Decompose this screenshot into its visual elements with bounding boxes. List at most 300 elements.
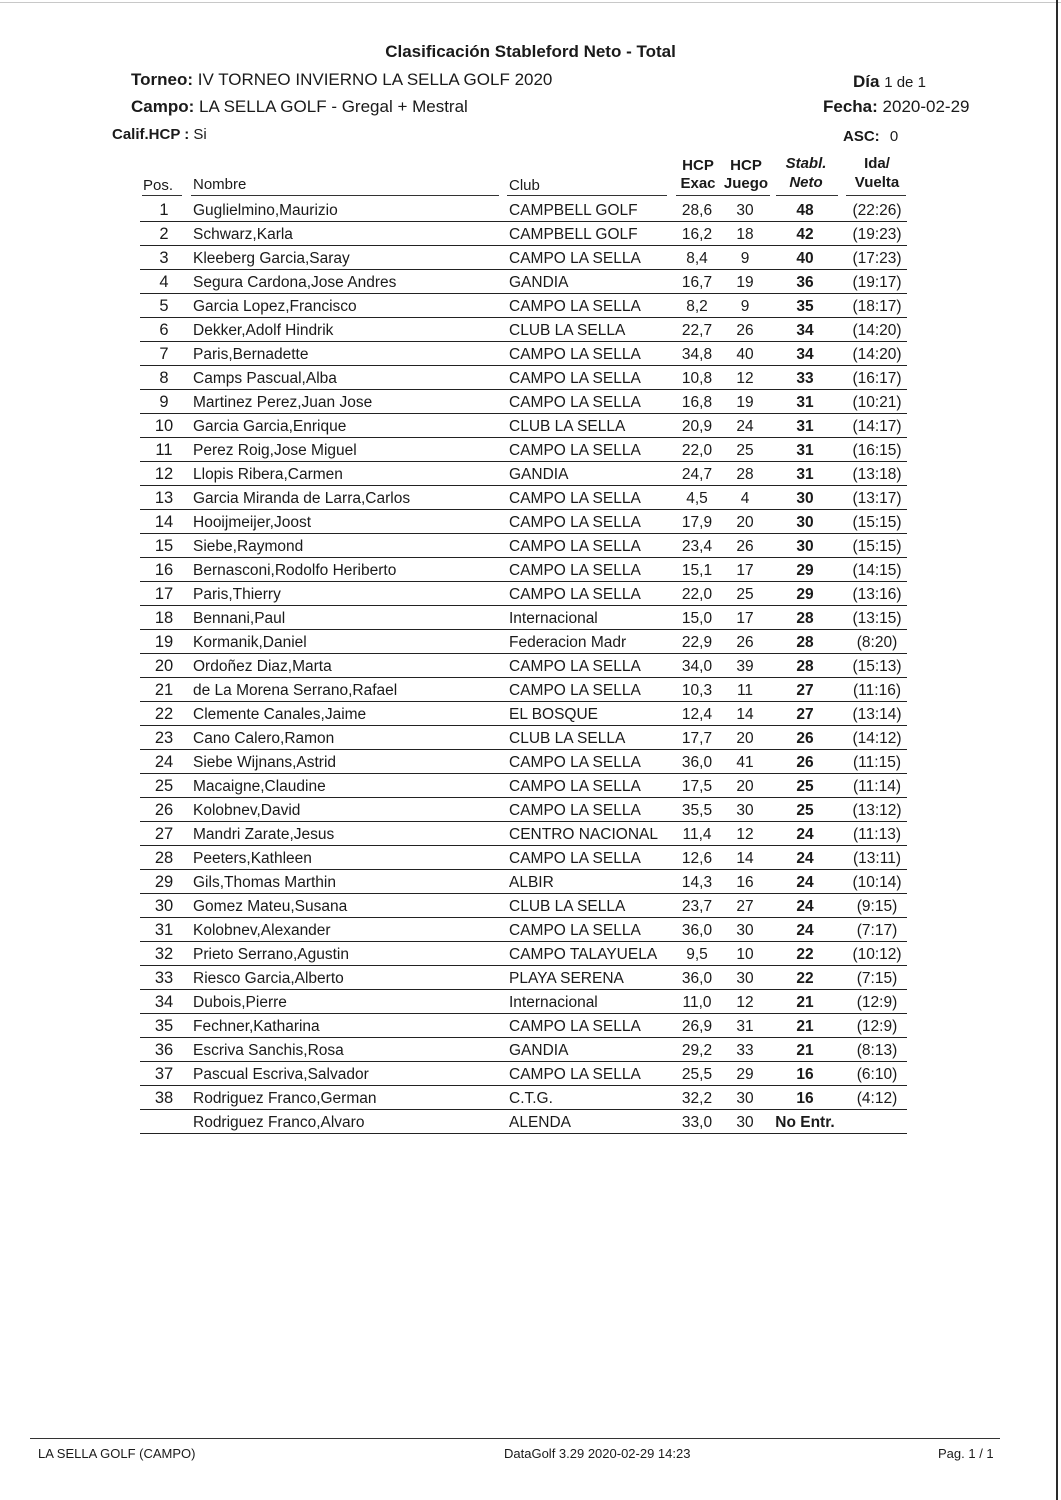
row-ida-vuelta: (18:17) <box>852 298 902 315</box>
footer-right: Pag. 1 / 1 <box>938 1446 994 1461</box>
row-hcp-exac: 15,0 <box>681 610 713 627</box>
row-name: Kleeberg Garcia,Saray <box>193 250 350 267</box>
row-pos: 4 <box>159 273 169 291</box>
row-stabl-neto: 42 <box>796 226 814 243</box>
row-stabl-neto: 40 <box>796 250 814 267</box>
col-ida-header-1: Ida/ <box>864 155 890 172</box>
row-name: Hooijmeijer,Joost <box>193 514 312 531</box>
row-name: Kolobnev,David <box>193 802 301 819</box>
row-hcp-juego: 16 <box>736 874 754 891</box>
row-hcp-juego: 4 <box>740 490 750 507</box>
table-row <box>140 1014 907 1038</box>
row-hcp-exac: 17,5 <box>681 778 713 795</box>
row-ida-vuelta: (12:9) <box>856 994 898 1011</box>
results-table <box>140 198 907 1134</box>
campo-label: Campo: <box>131 97 195 116</box>
row-stabl-neto: 28 <box>796 610 814 627</box>
row-stabl-neto: 34 <box>796 322 814 339</box>
row-pos: 32 <box>154 945 174 963</box>
page-right-edge <box>1056 0 1058 1500</box>
col-hcp-exac-header-1: HCP <box>682 157 714 174</box>
row-stabl-neto: 48 <box>796 202 814 219</box>
row-pos: 10 <box>154 417 174 435</box>
row-pos: 18 <box>154 609 174 627</box>
row-hcp-juego: 26 <box>736 538 754 555</box>
table-row <box>140 414 907 438</box>
row-hcp-exac: 34,8 <box>681 346 713 363</box>
row-ida-vuelta: (13:18) <box>852 466 902 483</box>
table-row <box>140 1062 907 1086</box>
row-name: Siebe Wijnans,Astrid <box>193 754 337 771</box>
row-hcp-juego: 12 <box>736 994 754 1011</box>
row-pos: 15 <box>154 537 174 555</box>
campo-line <box>131 97 468 117</box>
row-hcp-exac: 12,6 <box>681 850 713 867</box>
table-row <box>140 270 907 294</box>
row-club: PLAYA SERENA <box>509 970 624 987</box>
row-name: Perez Roig,Jose Miguel <box>193 442 357 459</box>
table-row <box>140 486 907 510</box>
row-ida-vuelta: (10:14) <box>852 874 902 891</box>
row-hcp-exac: 11,0 <box>682 994 712 1011</box>
row-hcp-exac: 25,5 <box>681 1066 713 1083</box>
row-name: Gils,Thomas Marthin <box>193 874 336 891</box>
row-name: Ordoñez Diaz,Marta <box>193 658 332 675</box>
col-hcp-exac-header-2: Exac <box>680 175 716 192</box>
row-ida-vuelta: (14:17) <box>852 418 902 435</box>
row-hcp-exac: 23,7 <box>681 898 713 915</box>
row-name: Bennani,Paul <box>193 610 286 627</box>
table-row <box>140 966 907 990</box>
row-stabl-neto: 24 <box>796 898 814 915</box>
row-ida-vuelta: (11:13) <box>853 826 901 843</box>
row-stabl-neto: 34 <box>796 346 814 363</box>
row-pos: 25 <box>154 777 174 795</box>
row-hcp-exac: 23,4 <box>681 538 713 555</box>
row-ida-vuelta: (17:23) <box>852 250 902 267</box>
table-row <box>140 846 907 870</box>
row-stabl-neto: 16 <box>796 1066 814 1083</box>
row-club: CAMPO LA SELLA <box>509 250 641 267</box>
row-club: GANDIA <box>509 1042 569 1059</box>
row-hcp-exac: 14,3 <box>681 874 713 891</box>
row-stabl-neto: 24 <box>796 826 814 843</box>
table-row <box>140 318 907 342</box>
table-row <box>140 1038 907 1062</box>
row-pos: 33 <box>154 969 174 987</box>
row-name: Garcia Lopez,Francisco <box>193 298 357 315</box>
row-club: Federacion Madr <box>509 634 627 651</box>
row-club: ALBIR <box>509 874 554 891</box>
row-club: GANDIA <box>509 466 569 483</box>
row-club: CAMPO LA SELLA <box>509 658 641 675</box>
dia-line <box>853 72 926 92</box>
table-row <box>140 1110 907 1134</box>
table-row <box>140 678 907 702</box>
row-name: Bernasconi,Rodolfo Heriberto <box>193 562 397 579</box>
row-hcp-exac: 22,7 <box>681 322 713 339</box>
row-hcp-juego: 24 <box>736 418 754 435</box>
row-name: Escriva Sanchis,Rosa <box>193 1042 344 1059</box>
row-stabl-neto: 24 <box>796 874 814 891</box>
row-ida-vuelta: (14:20) <box>852 322 902 339</box>
row-pos: 34 <box>154 993 174 1011</box>
row-club: CAMPBELL GOLF <box>509 226 638 243</box>
calif-value: Si <box>193 126 207 143</box>
row-ida-vuelta: (13:16) <box>852 586 902 603</box>
row-stabl-neto: 30 <box>796 490 814 507</box>
row-hcp-exac: 22,0 <box>681 442 713 459</box>
row-pos: 3 <box>159 249 169 267</box>
row-ida-vuelta: (13:14) <box>852 706 902 723</box>
row-name: Riesco Garcia,Alberto <box>193 970 344 987</box>
row-name: Paris,Thierry <box>193 586 281 603</box>
row-stabl-neto: 28 <box>796 634 814 651</box>
row-ida-vuelta: (22:26) <box>852 202 902 219</box>
row-stabl-neto: 29 <box>796 586 814 603</box>
row-hcp-juego: 29 <box>736 1066 754 1083</box>
row-hcp-juego: 9 <box>740 298 750 315</box>
row-hcp-juego: 10 <box>736 946 754 963</box>
row-club: CLUB LA SELLA <box>509 730 626 747</box>
row-stabl-neto: 31 <box>796 418 814 435</box>
row-hcp-exac: 28,6 <box>681 202 713 219</box>
row-club: CAMPO LA SELLA <box>509 802 641 819</box>
row-hcp-juego: 19 <box>736 394 754 411</box>
row-pos: 19 <box>154 633 174 651</box>
row-ida-vuelta: (7:17) <box>856 922 898 939</box>
row-hcp-exac: 20,9 <box>681 418 713 435</box>
row-hcp-exac: 36,0 <box>681 754 713 771</box>
row-ida-vuelta: (14:15) <box>852 562 902 579</box>
row-stabl-neto: 31 <box>796 442 814 459</box>
row-name: Guglielmino,Maurizio <box>193 202 338 219</box>
row-club: CLUB LA SELLA <box>509 322 626 339</box>
table-row <box>140 654 907 678</box>
row-name: Pascual Escriva,Salvador <box>193 1066 369 1083</box>
row-name: Peeters,Kathleen <box>193 850 312 867</box>
row-hcp-juego: 26 <box>736 634 754 651</box>
row-stabl-neto: 25 <box>796 802 814 819</box>
row-club: GANDIA <box>509 274 569 291</box>
row-name: Paris,Bernadette <box>193 346 309 363</box>
row-ida-vuelta: (15:15) <box>852 538 902 555</box>
row-hcp-exac: 16,8 <box>681 394 713 411</box>
row-club: CAMPBELL GOLF <box>509 202 638 219</box>
table-row <box>140 726 907 750</box>
row-ida-vuelta: (11:15) <box>853 754 901 771</box>
row-hcp-exac: 36,0 <box>681 970 713 987</box>
table-row <box>140 1086 907 1110</box>
table-row <box>140 462 907 486</box>
table-row <box>140 534 907 558</box>
row-stabl-neto: 25 <box>796 778 814 795</box>
row-hcp-exac: 4,5 <box>686 490 708 507</box>
row-stabl-neto: 24 <box>796 922 814 939</box>
table-row <box>140 606 907 630</box>
row-club: CAMPO LA SELLA <box>509 778 641 795</box>
dia-value: 1 de 1 <box>884 74 926 91</box>
row-pos: 38 <box>154 1089 174 1107</box>
row-ida-vuelta: (14:20) <box>852 346 902 363</box>
row-pos: 22 <box>154 705 174 723</box>
row-stabl-neto: 16 <box>796 1090 814 1107</box>
row-stabl-neto: 29 <box>796 562 814 579</box>
col-stabl-header-1: Stabl. <box>785 155 827 172</box>
calif-line <box>112 126 207 143</box>
row-name: Macaigne,Claudine <box>193 778 326 795</box>
row-pos: 23 <box>154 729 174 747</box>
row-pos: 1 <box>159 201 169 219</box>
row-name: Rodriguez Franco,German <box>193 1090 377 1107</box>
row-club: CAMPO LA SELLA <box>509 514 641 531</box>
row-hcp-exac: 29,2 <box>681 1042 713 1059</box>
table-row <box>140 798 907 822</box>
row-pos: 30 <box>154 897 174 915</box>
row-pos: 27 <box>154 825 174 843</box>
row-stabl-neto: 22 <box>796 970 814 987</box>
row-hcp-juego: 30 <box>736 922 754 939</box>
row-hcp-juego: 25 <box>736 442 754 459</box>
row-stabl-neto: 27 <box>796 682 814 699</box>
torneo-line <box>131 70 552 90</box>
row-hcp-juego: 20 <box>736 778 754 795</box>
row-name: Kormanik,Daniel <box>193 634 307 651</box>
table-row <box>140 918 907 942</box>
row-pos: 29 <box>154 873 174 891</box>
row-hcp-exac: 9,5 <box>686 946 708 963</box>
row-ida-vuelta: (15:13) <box>852 658 902 675</box>
row-club: CAMPO LA SELLA <box>509 682 641 699</box>
row-stabl-neto: 31 <box>796 466 814 483</box>
row-hcp-exac: 34,0 <box>681 658 713 675</box>
row-hcp-juego: 30 <box>736 1090 754 1107</box>
row-hcp-juego: 12 <box>736 826 754 843</box>
row-name: Siebe,Raymond <box>193 538 304 555</box>
row-club: CLUB LA SELLA <box>509 898 626 915</box>
row-pos: 12 <box>154 465 174 483</box>
row-hcp-juego: 14 <box>736 706 754 723</box>
row-pos: 2 <box>159 225 169 243</box>
row-hcp-exac: 26,9 <box>681 1018 713 1035</box>
table-row <box>140 390 907 414</box>
row-ida-vuelta: (14:12) <box>852 730 902 747</box>
footer-rule <box>30 1438 1000 1439</box>
asc-value: 0 <box>889 128 899 145</box>
row-club: Internacional <box>509 994 598 1011</box>
calif-label: Calif.HCP : <box>112 126 190 143</box>
row-ida-vuelta: (8:20) <box>856 634 898 651</box>
row-stabl-neto: 26 <box>796 754 814 771</box>
row-ida-vuelta: (7:15) <box>856 970 898 987</box>
row-ida-vuelta: (13:12) <box>852 802 902 819</box>
row-name: Martinez Perez,Juan Jose <box>193 394 373 411</box>
row-name: Dekker,Adolf Hindrik <box>193 322 334 339</box>
row-club: C.T.G. <box>509 1090 553 1107</box>
asc-label: ASC: <box>843 128 880 145</box>
row-hcp-exac: 35,5 <box>681 802 713 819</box>
row-hcp-exac: 32,2 <box>681 1090 713 1107</box>
row-hcp-juego: 27 <box>736 898 754 915</box>
row-pos: 5 <box>159 297 169 315</box>
row-name: Garcia Miranda de Larra,Carlos <box>193 490 411 507</box>
table-row <box>140 438 907 462</box>
row-hcp-juego: 33 <box>736 1042 754 1059</box>
row-stabl-neto: 21 <box>796 1018 814 1035</box>
row-pos: 16 <box>154 561 174 579</box>
row-ida-vuelta: (6:10) <box>856 1066 898 1083</box>
row-hcp-juego: 31 <box>736 1018 754 1035</box>
dia-label: Día <box>853 72 880 91</box>
row-name: Segura Cardona,Jose Andres <box>193 274 397 291</box>
table-row <box>140 630 907 654</box>
col-ida-header-2: Vuelta <box>854 174 900 191</box>
hcp-header-underline <box>676 195 770 196</box>
row-hcp-exac: 15,1 <box>681 562 713 579</box>
row-hcp-exac: 17,9 <box>681 514 713 531</box>
row-hcp-juego: 18 <box>736 226 754 243</box>
row-hcp-juego: 40 <box>736 346 754 363</box>
footer-left: LA SELLA GOLF (CAMPO) <box>38 1446 196 1461</box>
row-hcp-juego: 30 <box>736 202 754 219</box>
row-stabl-neto: 28 <box>796 658 814 675</box>
row-pos: 9 <box>159 393 169 411</box>
row-hcp-exac: 11,4 <box>682 826 712 843</box>
row-club: CAMPO LA SELLA <box>509 346 641 363</box>
row-club: CAMPO LA SELLA <box>509 370 641 387</box>
row-hcp-juego: 39 <box>736 658 754 675</box>
row-ida-vuelta: (10:12) <box>852 946 902 963</box>
row-hcp-exac: 8,4 <box>686 250 708 267</box>
row-stabl-neto: 27 <box>796 706 814 723</box>
row-hcp-exac: 22,0 <box>681 586 713 603</box>
row-stabl-neto: 31 <box>796 394 814 411</box>
row-club: CENTRO NACIONAL <box>509 826 658 843</box>
row-ida-vuelta: (11:14) <box>853 778 901 795</box>
row-hcp-juego: 26 <box>736 322 754 339</box>
row-club: CAMPO LA SELLA <box>509 490 641 507</box>
row-stabl-neto: 33 <box>796 370 814 387</box>
row-pos: 11 <box>155 441 173 459</box>
row-name: Kolobnev,Alexander <box>193 922 331 939</box>
row-hcp-exac: 8,2 <box>686 298 708 315</box>
row-stabl-neto: 24 <box>796 850 814 867</box>
asc-line <box>843 128 898 145</box>
row-club: CAMPO LA SELLA <box>509 394 641 411</box>
row-hcp-juego: 30 <box>736 1114 754 1131</box>
table-row <box>140 246 907 270</box>
row-name: Gomez Mateu,Susana <box>193 898 348 915</box>
row-pos: 37 <box>154 1065 174 1083</box>
row-pos: 17 <box>154 585 174 603</box>
row-club: CAMPO LA SELLA <box>509 562 641 579</box>
table-row <box>140 222 907 246</box>
row-ida-vuelta: (11:16) <box>853 682 901 699</box>
nombre-header-underline <box>191 195 499 196</box>
row-hcp-exac: 10,8 <box>681 370 713 387</box>
row-club: CAMPO LA SELLA <box>509 586 641 603</box>
fecha-label: Fecha: <box>823 97 878 116</box>
row-name: Llopis Ribera,Carmen <box>193 466 343 483</box>
row-pos: 24 <box>154 753 174 771</box>
row-hcp-juego: 28 <box>736 466 754 483</box>
row-hcp-exac: 24,7 <box>681 466 713 483</box>
row-club: CAMPO LA SELLA <box>509 1066 641 1083</box>
row-name: Garcia Garcia,Enrique <box>193 418 347 435</box>
footer-center: DataGolf 3.29 2020-02-29 14:23 <box>504 1446 691 1461</box>
row-hcp-exac: 36,0 <box>681 922 713 939</box>
row-hcp-juego: 30 <box>736 802 754 819</box>
row-pos: 35 <box>154 1017 174 1035</box>
row-hcp-juego: 17 <box>736 610 754 627</box>
row-stabl-neto: 21 <box>796 994 814 1011</box>
row-club: CAMPO LA SELLA <box>509 850 641 867</box>
torneo-value: IV TORNEO INVIERNO LA SELLA GOLF 2020 <box>197 70 553 89</box>
table-row <box>140 342 907 366</box>
row-club: CLUB LA SELLA <box>509 418 626 435</box>
row-name: Camps Pascual,Alba <box>193 370 337 387</box>
row-ida-vuelta: (13:11) <box>853 850 901 867</box>
page-top-rule <box>0 2 1061 3</box>
row-hcp-juego: 25 <box>736 586 754 603</box>
row-name: Fechner,Katharina <box>193 1018 320 1035</box>
table-row <box>140 510 907 534</box>
row-ida-vuelta: (4:12) <box>856 1090 898 1107</box>
row-pos: 20 <box>154 657 174 675</box>
row-hcp-exac: 22,9 <box>681 634 713 651</box>
table-row <box>140 702 907 726</box>
row-name: Mandri Zarate,Jesus <box>193 826 335 843</box>
row-club: ALENDA <box>509 1114 572 1131</box>
ida-header-underline <box>846 195 906 196</box>
table-row <box>140 198 907 222</box>
row-stabl-neto: No Entr. <box>775 1114 835 1131</box>
row-club: CAMPO LA SELLA <box>509 442 641 459</box>
row-ida-vuelta: (13:17) <box>852 490 902 507</box>
col-nombre-header: Nombre <box>193 176 247 193</box>
pos-header-underline <box>142 195 182 196</box>
row-hcp-exac: 16,7 <box>681 274 713 291</box>
row-ida-vuelta: (19:23) <box>852 226 902 243</box>
table-row <box>140 894 907 918</box>
row-name: Dubois,Pierre <box>193 994 287 1011</box>
col-club-header: Club <box>509 177 540 194</box>
row-pos: 6 <box>159 321 169 339</box>
row-ida-vuelta: (10:21) <box>852 394 902 411</box>
row-pos: 7 <box>159 345 169 363</box>
row-pos: 31 <box>154 921 174 939</box>
row-stabl-neto: 30 <box>796 538 814 555</box>
fecha-line <box>823 97 1053 117</box>
row-ida-vuelta: (8:13) <box>856 1042 898 1059</box>
row-name: Prieto Serrano,Agustin <box>193 946 349 963</box>
table-row <box>140 294 907 318</box>
table-row <box>140 774 907 798</box>
row-club: CAMPO TALAYUELA <box>509 946 658 963</box>
table-row <box>140 582 907 606</box>
row-name: Clemente Canales,Jaime <box>193 706 367 723</box>
col-hcp-juego-header-2: Juego <box>723 175 769 192</box>
table-row <box>140 750 907 774</box>
row-name: Schwarz,Karla <box>193 226 293 243</box>
row-pos: 21 <box>154 681 174 699</box>
row-stabl-neto: 35 <box>796 298 814 315</box>
row-stabl-neto: 30 <box>796 514 814 531</box>
row-name: Rodriguez Franco,Alvaro <box>193 1114 365 1131</box>
document-title: Clasificación Stableford Neto - Total <box>385 42 676 61</box>
row-club: CAMPO LA SELLA <box>509 298 641 315</box>
row-club: EL BOSQUE <box>509 706 599 723</box>
